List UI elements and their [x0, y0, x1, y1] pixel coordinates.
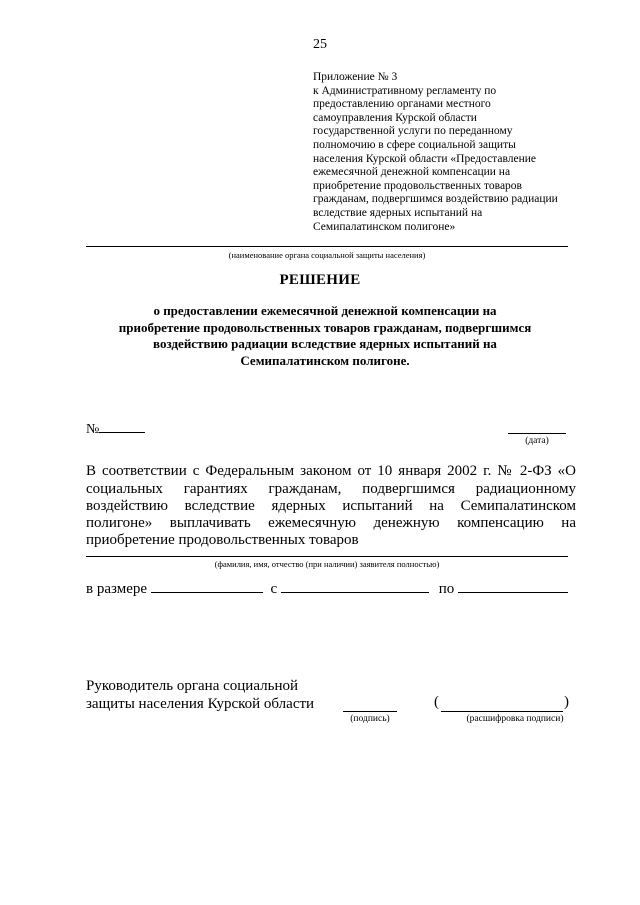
applicant-caption: (фамилия, имя, отчество (при наличии) заявителя полностью) — [214, 559, 440, 569]
appendix-line: населения Курской области «Предоставление — [313, 152, 536, 165]
to-label: по — [438, 581, 455, 597]
date-field[interactable] — [508, 433, 566, 434]
appendix-line: полномочию в сфере социальной защиты — [313, 138, 516, 151]
subtitle-line: о предоставлении ежемесячной денежной компенсации на — [153, 303, 497, 318]
appendix-header — [313, 71, 593, 234]
appendix-line: вследствие ядерных испытаний на — [313, 206, 483, 219]
body-text-line: В соответствии с Федеральным законом от 10 января 2002 г. № 2-ФЗ «О — [86, 463, 576, 479]
decode-close-paren: ) — [564, 694, 569, 710]
amount-row — [86, 578, 576, 598]
signature-field[interactable] — [343, 711, 397, 712]
appendix-line: ежемесячной денежной компенсации на — [313, 166, 511, 179]
org-name-line[interactable] — [86, 246, 568, 247]
from-label: с — [270, 581, 278, 597]
signature-decode-caption: (расшифровка подписи) — [466, 714, 564, 724]
appendix-line: к Административному регламенту по — [313, 84, 497, 97]
document-subtitle — [85, 303, 565, 369]
body-text-line: воздействию вследствие ядерных испытаний на Семипалатинском — [86, 498, 576, 514]
from-date-field[interactable] — [281, 578, 429, 593]
page-number: 25 — [313, 37, 327, 52]
decode-open-paren: ( — [434, 694, 439, 710]
org-name-caption: (наименование органа социальной защиты населения) — [228, 250, 426, 260]
appendix-line: государственной услуги по переданному — [313, 125, 513, 138]
appendix-line: Приложение № 3 — [313, 71, 398, 83]
number-label: № — [86, 422, 100, 437]
appendix-line: самоуправления Курской области — [313, 111, 477, 124]
appendix-line: гражданам, подвергшимся воздействию радиации — [313, 193, 558, 206]
applicant-name-line[interactable] — [86, 556, 568, 557]
body-text-line: полигоне» выплачивать ежемесячную денежную компенсацию на — [86, 515, 576, 531]
signature-caption: (подпись) — [350, 714, 390, 724]
amount-label: в размере — [86, 581, 148, 597]
subtitle-line: воздействию радиации вследствие ядерных испытаний на — [153, 336, 497, 351]
amount-field[interactable] — [151, 578, 263, 593]
appendix-line: предоставлению органами местного — [313, 98, 491, 111]
decision-number — [86, 420, 145, 438]
number-field[interactable] — [99, 420, 145, 433]
body-text-line: приобретение продовольственных товаров — [86, 532, 359, 548]
to-date-field[interactable] — [458, 578, 568, 593]
signature-decode-field[interactable] — [441, 711, 563, 712]
body-text-line: социальных гарантиях гражданам, подвергшимся радиационному — [86, 481, 576, 497]
appendix-line: приобретение продовольственных товаров — [313, 179, 522, 192]
signatory-position-line2: защиты населения Курской области — [86, 696, 315, 712]
subtitle-line: Семипалатинском полигоне. — [240, 352, 410, 368]
appendix-line: Семипалатинском полигоне» — [313, 220, 456, 233]
signatory-position-line1: Руководитель органа социальной — [86, 678, 298, 694]
document-title: РЕШЕНИЕ — [279, 272, 361, 288]
subtitle-line: приобретение продовольственных товаров гражданам, подвергшимся — [118, 319, 532, 335]
date-caption: (дата) — [525, 436, 549, 446]
